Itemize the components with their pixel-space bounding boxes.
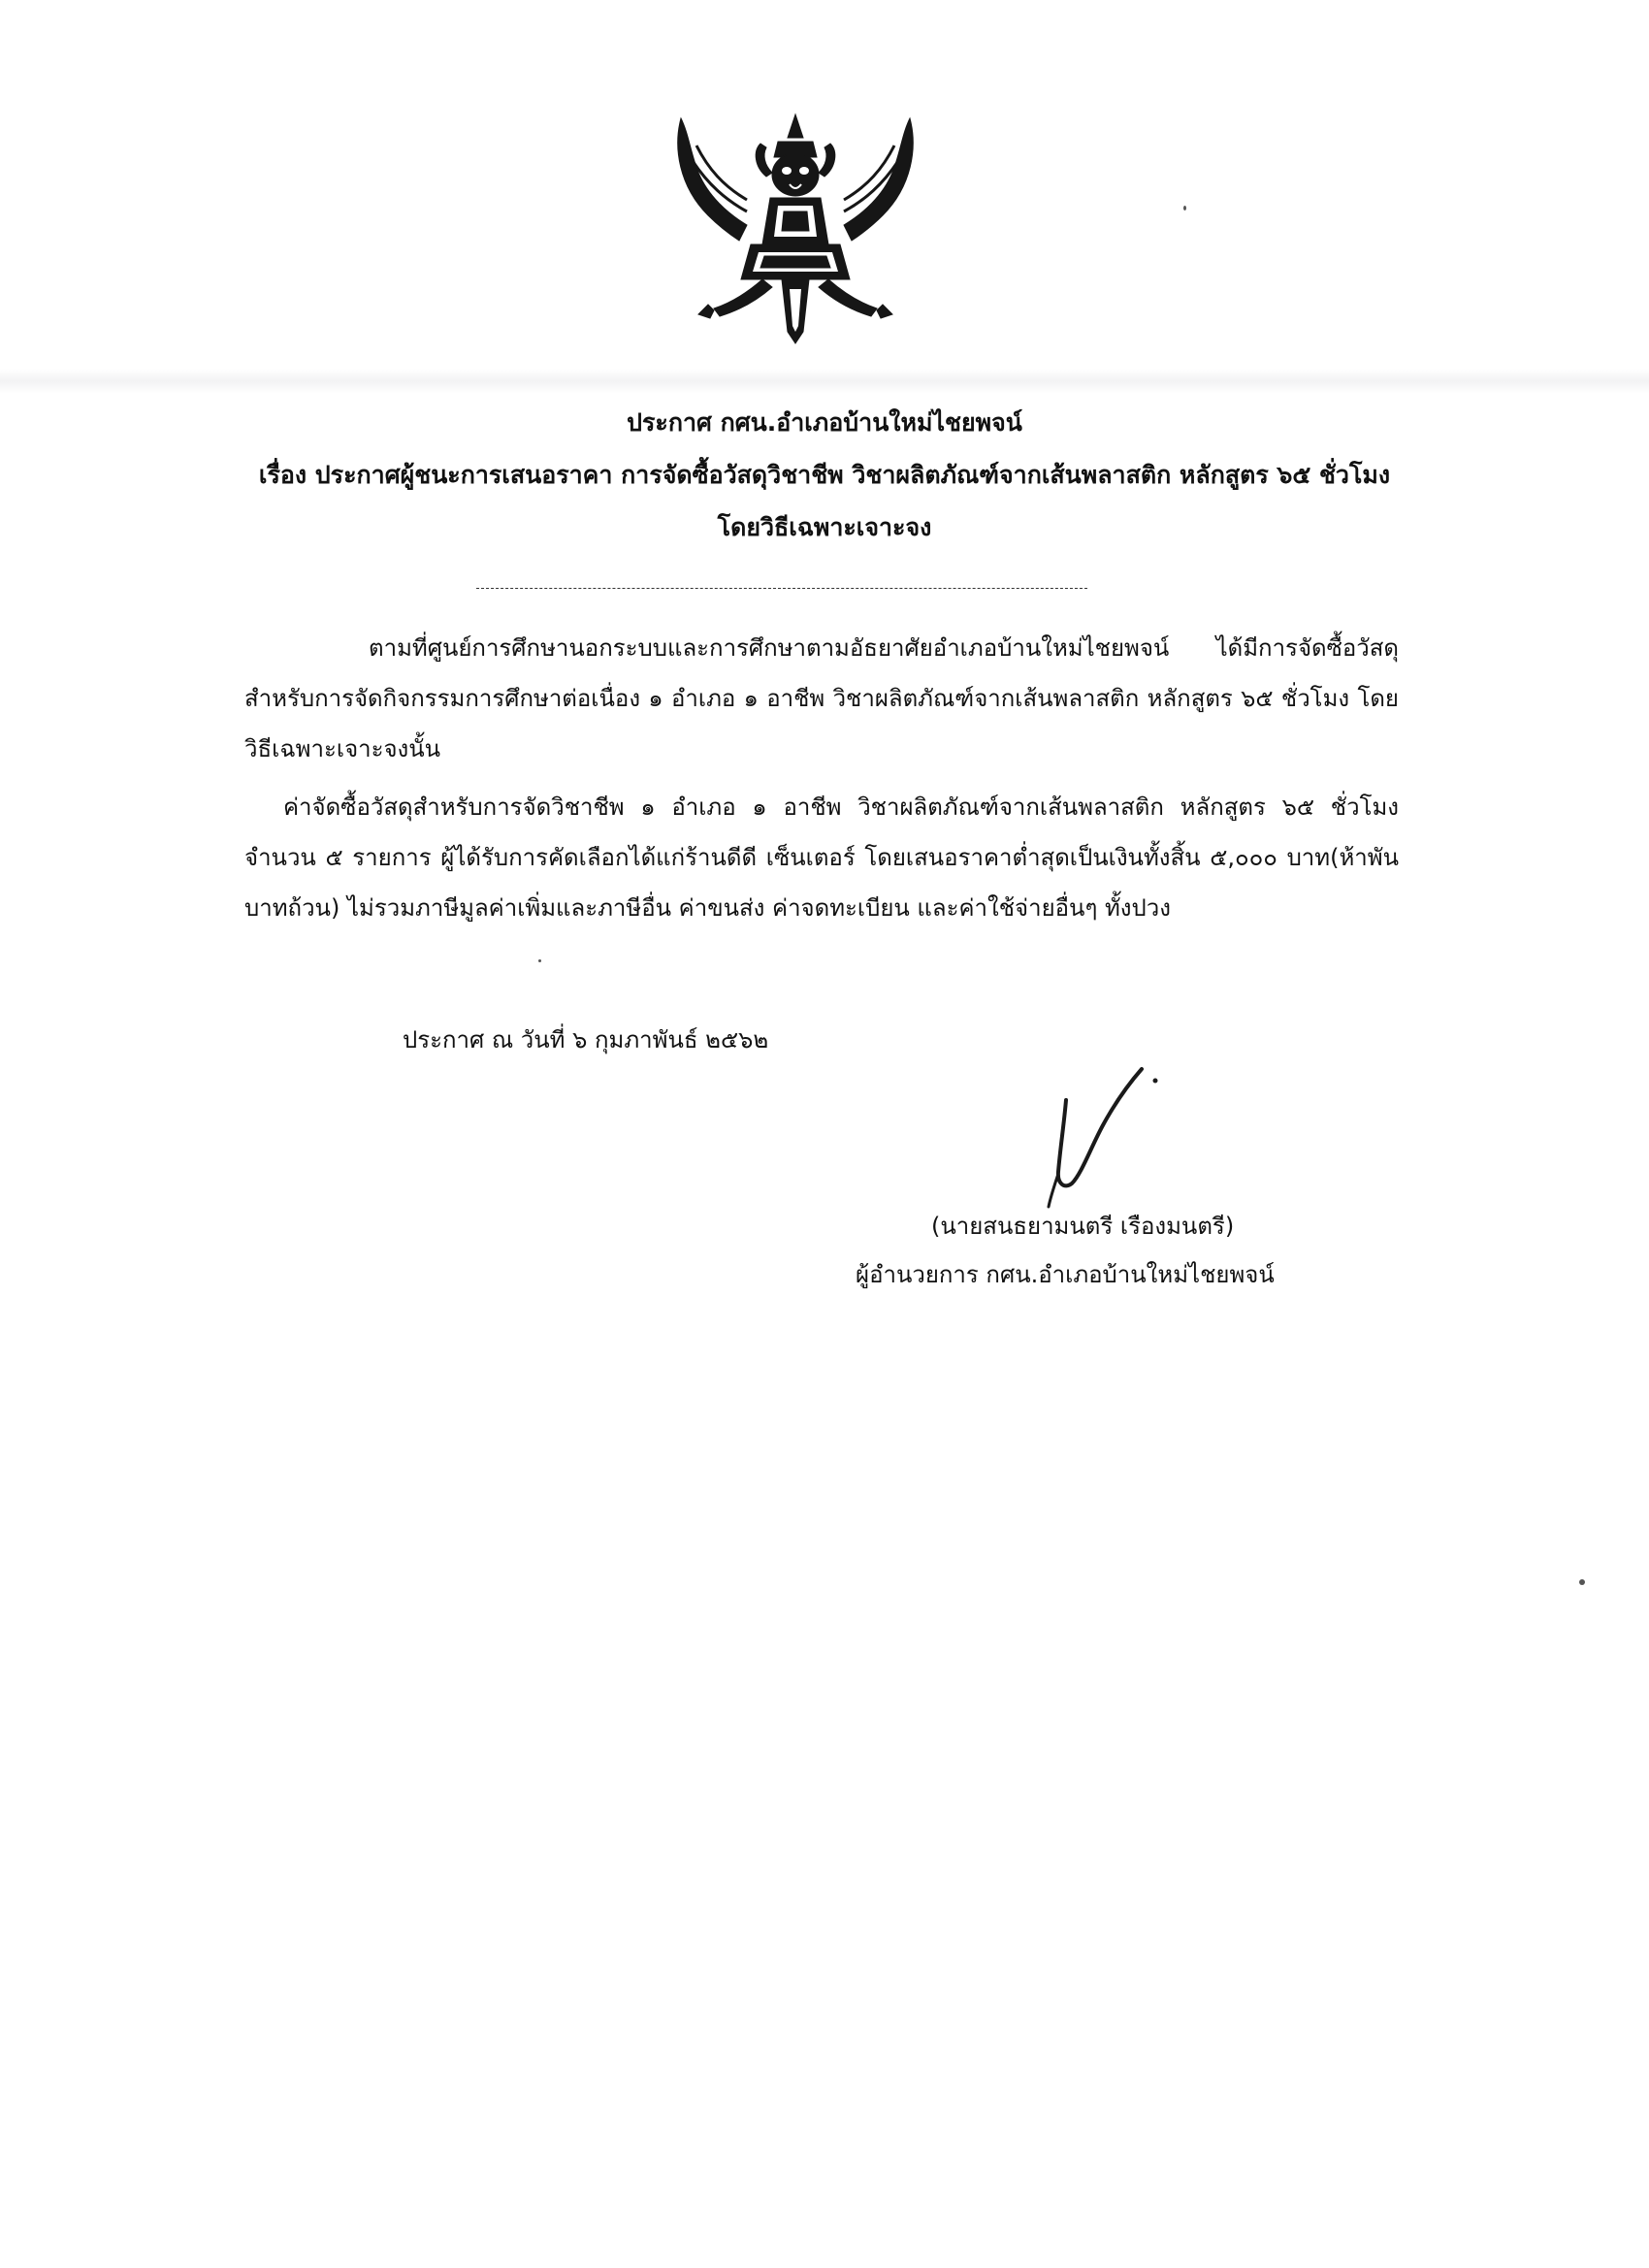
divider-line [476,588,1087,589]
body-paragraph-2 [244,782,1399,933]
announcement-subject: เรื่อง ประกาศผู้ชนะการเสนอราคา การจัดซื้อวัสดุวิชาชีพ วิชาผลิตภัณฑ์จากเส้นพลาสติก หลักสูตร ๖๕ ชั่วโมง [258,461,1391,489]
announcement-header: ประกาศ กศน.อำเภอบ้านใหม่ไชยพจน์ [627,408,1022,437]
scan-artifact [0,369,1649,394]
handwritten-signature-icon [1043,1065,1169,1211]
paragraph-1-text: ตามที่ศูนย์การศึกษานอกระบบและการศึกษาตามอัธยาศัยอำเภอบ้านใหม่ไชยพจน์ ได้มีการจัดซื้อวัสดุ สำหรับการจัดกิจกรรมการศึกษาต่อเนื่อง ๑ อำเภอ ๑ อาชีพ วิชาผลิตภัณฑ์จากเส้นพลาสติก หลักสูตร ๖๕ ชั่วโมง โดยวิธีเฉพาะเจาะจงนั้น [244,634,1399,762]
scan-speck [538,959,541,962]
announcement-date: ประกาศ ณ วันที่ ๖ กุมภาพันธ์ ๒๕๖๒ [403,1026,769,1053]
procurement-method: โดยวิธีเฉพาะเจาะจง [717,513,932,541]
garuda-emblem-icon [669,109,922,346]
scan-speck [1183,206,1186,211]
scan-speck [1579,1579,1585,1585]
signatory-name: (นายสนธยามนตรี เรืองมนตรี) [931,1213,1235,1240]
signatory-position: ผู้อำนวยการ กศน.อำเภอบ้านใหม่ไชยพจน์ [856,1261,1275,1288]
body-paragraph-1 [244,623,1399,774]
paragraph-2-text: ค่าจัดซื้อวัสดุสำหรับการจัดวิชาชีพ ๑ อำเภอ ๑ อาชีพ วิชาผลิตภัณฑ์จากเส้นพลาสติก หลักสูตร ๖๕ ชั่วโมง จำนวน ๕ รายการ ผู้ได้รับการคัดเลือกได้แก่ร้านดีดี เซ็นเตอร์ โดยเสนอราคาต่ำสุดเป็นเงินทั้งสิ้น ๕,๐๐๐ บาท(ห้าพันบาทถ้วน) ไม่รวมภาษีมูลค่าเพิ่มและภาษีอื่น ค่าขนส่ง ค่าจดทะเบียน และค่าใช้จ่ายอื่นๆ ทั้งปวง [244,794,1399,922]
